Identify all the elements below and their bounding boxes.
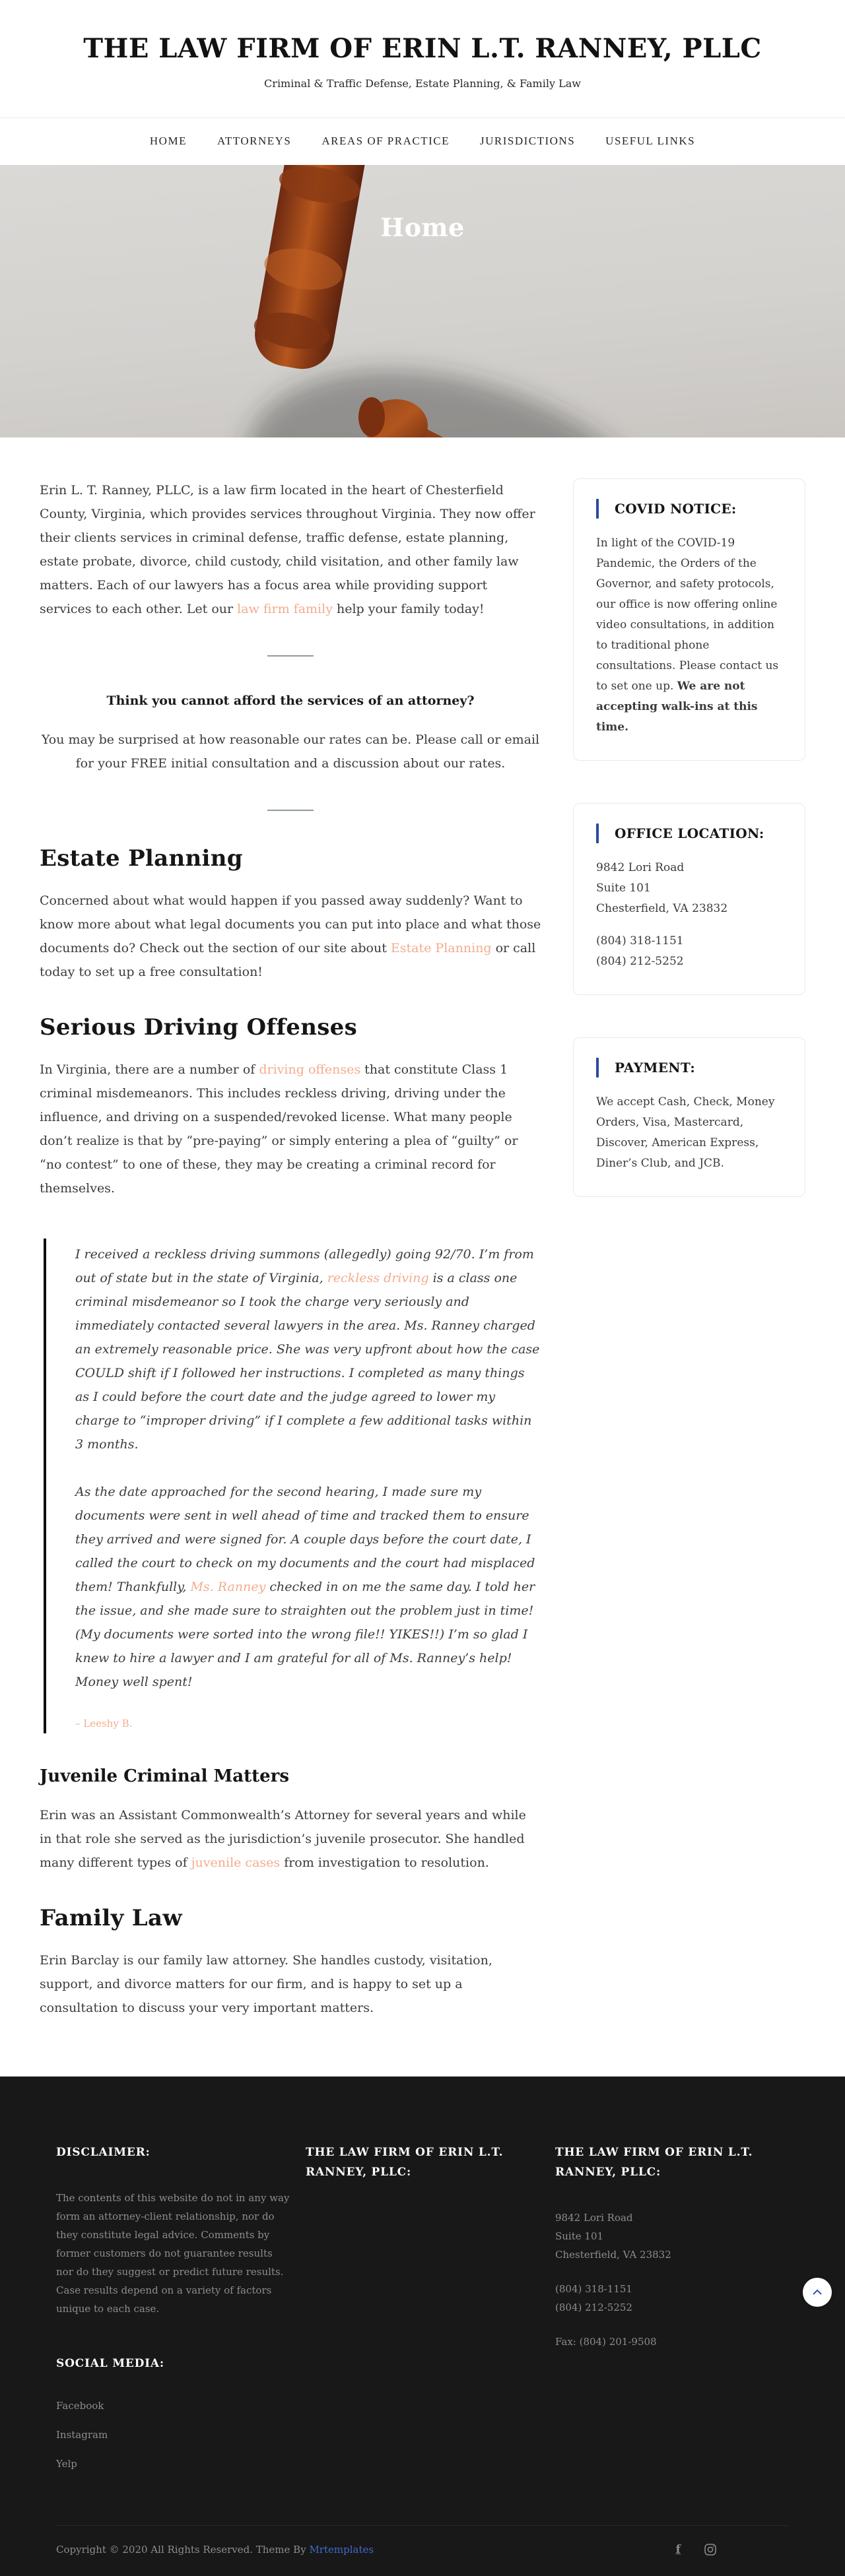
testimonial-paragraph-1	[75, 1242, 541, 1456]
site-header	[0, 0, 845, 118]
reckless-driving-link[interactable]: reckless driving	[327, 1271, 429, 1285]
rates-paragraph: You may be surprised at how reasonable our rates can be. Please call or email for your FREE initial consultation and a discussion about our rates.	[41, 732, 540, 771]
footer-address	[555, 2208, 789, 2264]
content-area	[0, 437, 845, 2077]
accent-bar-icon	[596, 499, 599, 519]
rates-heading: Think you cannot afford the services of an attorney?	[106, 693, 475, 708]
copyright-text	[56, 2544, 374, 2556]
family-law-heading: Family Law	[40, 1905, 182, 1931]
footer-address-line-2: Suite 101	[555, 2230, 604, 2242]
payment-heading: PAYMENT:	[615, 1060, 695, 1076]
office-phones	[596, 931, 782, 972]
disclaimer-heading: DISCLAIMER:	[56, 2146, 151, 2159]
office-location-heading: OFFICE LOCATION:	[615, 825, 764, 841]
accent-bar-icon	[596, 823, 599, 843]
juvenile-cases-link[interactable]: juvenile cases	[191, 1855, 281, 1870]
covid-notice-body	[596, 533, 782, 738]
driving-text-pre: In Virginia, there are a number of	[40, 1062, 259, 1077]
footer-social-icons	[676, 2543, 716, 2556]
covid-notice-heading: COVID NOTICE:	[615, 501, 737, 517]
section-divider	[267, 655, 314, 657]
client-testimonial-quote	[44, 1239, 541, 1733]
intro-text-post: help your family today!	[332, 602, 485, 616]
juvenile-matters-paragraph	[40, 1803, 541, 1875]
address-line-2: Suite 101	[596, 882, 651, 895]
office-location-card	[573, 803, 805, 995]
juvenile-text-pre: Erin was an Assistant Commonwealth’s Attorney for several years and while in that role she served as the jurisdiction’s juvenile prosecutor. She handled many different types of	[40, 1808, 526, 1870]
testimonial-2-post: checked in on me the same day. I told her the issue, and she made sure to straighten out the problem just in time! (My documents were sorted into the wrong file!! YIKES!!) I’m so glad I knew to hire a lawyer and I am grateful for all of Ms. Ranney’s help! Money well spent!	[75, 1580, 535, 1689]
firm-name-heading: THE LAW FIRM OF ERIN L.T. RANNEY, PLLC:	[555, 2146, 753, 2179]
testimonial-citation: – Leeshy B.	[75, 1718, 133, 1729]
section-divider	[267, 810, 314, 811]
phone-number-1: (804) 318-1151	[596, 934, 684, 948]
covid-text-bold: We are not accepting walk-ins at this time.	[596, 680, 758, 734]
footer-phones	[555, 2280, 789, 2317]
payment-card	[573, 1037, 805, 1197]
intro-text-pre: Erin L. T. Ranney, PLLC, is a law firm located in the heart of Chesterfield County, Virginia, which provides services throughout Virginia. They now offer their clients services in criminal defense, traffic defense, estate planning, estate probate, divorce, child custody, child visitation, and other family law matters. Each of our lawyers has a focus area while providing support services to each other. Let our	[40, 483, 535, 616]
intro-paragraph	[40, 478, 541, 621]
nav-item-useful-links[interactable]: USEFUL LINKS	[605, 135, 696, 147]
footer-firm-column-right	[555, 2142, 789, 2487]
testimonial-1-post: is a class one criminal misdemeanor so I took the charge very seriously and immediately contacted several lawyers in the area. Ms. Ranney charged an extremely reasonable price. She was very upfront about how the case COULD shift if I followed her instructions. I completed as many things as I could before the court date and the judge agreed to lower my charge to “improper driving” if I complete a few additional tasks within 3 months.	[75, 1271, 540, 1452]
hero-banner	[0, 165, 845, 437]
office-address	[596, 858, 782, 919]
chevron-up-icon	[812, 2289, 823, 2296]
testimonial-paragraph-2	[75, 1480, 541, 1694]
site-title: THE LAW FIRM OF ERIN L.T. RANNEY, PLLC	[83, 33, 762, 64]
hero-page-title: Home	[380, 212, 465, 242]
covid-notice-card	[573, 478, 805, 761]
estate-text-pre: Concerned about what would happen if you passed away suddenly? Want to know more about what legal documents you can put into place and what those documents do? Check out the section of our site about	[40, 893, 541, 955]
address-line-1: 9842 Lori Road	[596, 861, 685, 874]
disclaimer-text: The contents of this website do not in any way form an attorney-client relationship, nor do they constitute legal advice. Comments by former customers do not guarantee results nor do they suggest or predict future results. Case results depend on a variety of factors unique to each case.	[56, 2192, 290, 2315]
footer-disclaimer-column	[56, 2142, 290, 2487]
estate-planning-heading: Estate Planning	[40, 845, 243, 872]
nav-item-home[interactable]: HOME	[149, 135, 187, 147]
nav-item-attorneys[interactable]: ATTORNEYS	[217, 135, 292, 147]
office-card-header	[596, 823, 782, 843]
facebook-link[interactable]: Facebook	[56, 2400, 104, 2412]
footer-phone-1: (804) 318-1151	[555, 2283, 632, 2295]
law-firm-family-link[interactable]: law firm family	[237, 602, 333, 616]
main-nav	[0, 118, 845, 165]
driving-offenses-paragraph	[40, 1058, 541, 1200]
footer-phone-2: (804) 212-5252	[555, 2302, 632, 2313]
footer-columns	[56, 2142, 789, 2487]
instagram-icon[interactable]	[704, 2544, 716, 2556]
footer-address-line-1: 9842 Lori Road	[555, 2212, 633, 2224]
accent-bar-icon	[596, 1058, 599, 1078]
family-law-paragraph: Erin Barclay is our family law attorney. She handles custody, visitation, support, and divorce matters for our firm, and is happy to set up a consultation to discuss your very important matters.	[40, 1953, 492, 2015]
phone-number-2: (804) 212-5252	[596, 955, 684, 968]
site-subtitle: Criminal & Traffic Defense, Estate Planning, & Family Law	[264, 77, 581, 90]
footer-fax: Fax: (804) 201-9508	[555, 2336, 657, 2348]
driving-text-post: that constitute Class 1 criminal misdemeanors. This includes reckless driving, driving under the influence, and driving on a suspended/revoked license. What many people don’t realize is that by “pre-paying” or simply entering a plea of “guilty” or “no contest” to one of these, they may be creating a criminal record for themselves.	[40, 1062, 518, 1196]
nav-item-areas-of-practice[interactable]: AREAS OF PRACTICE	[321, 135, 450, 147]
instagram-link[interactable]: Instagram	[56, 2429, 108, 2441]
payment-card-header	[596, 1058, 782, 1078]
estate-planning-paragraph	[40, 889, 541, 984]
sidebar	[573, 478, 805, 2020]
facebook-icon[interactable]: f	[675, 2543, 681, 2556]
address-line-3: Chesterfield, VA 23832	[596, 902, 728, 915]
social-links	[56, 2400, 290, 2470]
gavel-image	[0, 165, 845, 437]
social-media-heading: SOCIAL MEDIA:	[56, 2357, 164, 2370]
yelp-link[interactable]: Yelp	[56, 2458, 77, 2470]
firm-name-heading: THE LAW FIRM OF ERIN L.T. RANNEY, PLLC:	[306, 2146, 504, 2179]
footer-firm-column-middle	[306, 2142, 539, 2487]
ms-ranney-link[interactable]: Ms. Ranney	[190, 1580, 266, 1594]
covid-card-header	[596, 499, 782, 519]
testimonial-2-pre: As the date approached for the second hearing, I made sure my documents were sent in well ahead of time and tracked them to ensure they arrived and were signed for. A couple days before the court date, I called the court to check on my documents and the court had misplaced them! Thankfully,	[75, 1485, 535, 1594]
covid-text: In light of the COVID-19 Pandemic, the Orders of the Governor, and safety protocols, our office is now offering online video consultations, in addition to traditional phone consultations. Please contact us to set one up.	[596, 536, 779, 693]
testimonial-1-pre: I received a reckless driving summons (allegedly) going 92/70. I’m from out of state but in the state of Virginia,	[75, 1247, 534, 1285]
footer-bottom-bar	[56, 2525, 789, 2576]
copyright-pre: Copyright © 2020 All Rights Reserved. Theme By	[56, 2544, 310, 2556]
site-footer	[0, 2077, 845, 2576]
driving-offenses-link[interactable]: driving offenses	[259, 1062, 361, 1077]
nav-item-jurisdictions[interactable]: JURISDICTIONS	[479, 135, 576, 147]
juvenile-matters-heading: Juvenile Criminal Matters	[40, 1766, 289, 1786]
main-column	[40, 478, 541, 2020]
estate-planning-link[interactable]: Estate Planning	[390, 941, 492, 955]
driving-offenses-heading: Serious Driving Offenses	[40, 1014, 358, 1041]
estate-text-post: or call today to set up a free consultation!	[40, 941, 536, 979]
theme-author-link[interactable]: Mrtemplates	[309, 2544, 374, 2556]
back-to-top-button[interactable]	[803, 2278, 832, 2307]
payment-body: We accept Cash, Check, Money Orders, Visa, Mastercard, Discover, American Express, Diner’s Club, and JCB.	[596, 1095, 775, 1170]
juvenile-text-post: from investigation to resolution.	[280, 1855, 489, 1870]
footer-address-line-3: Chesterfield, VA 23832	[555, 2249, 671, 2261]
